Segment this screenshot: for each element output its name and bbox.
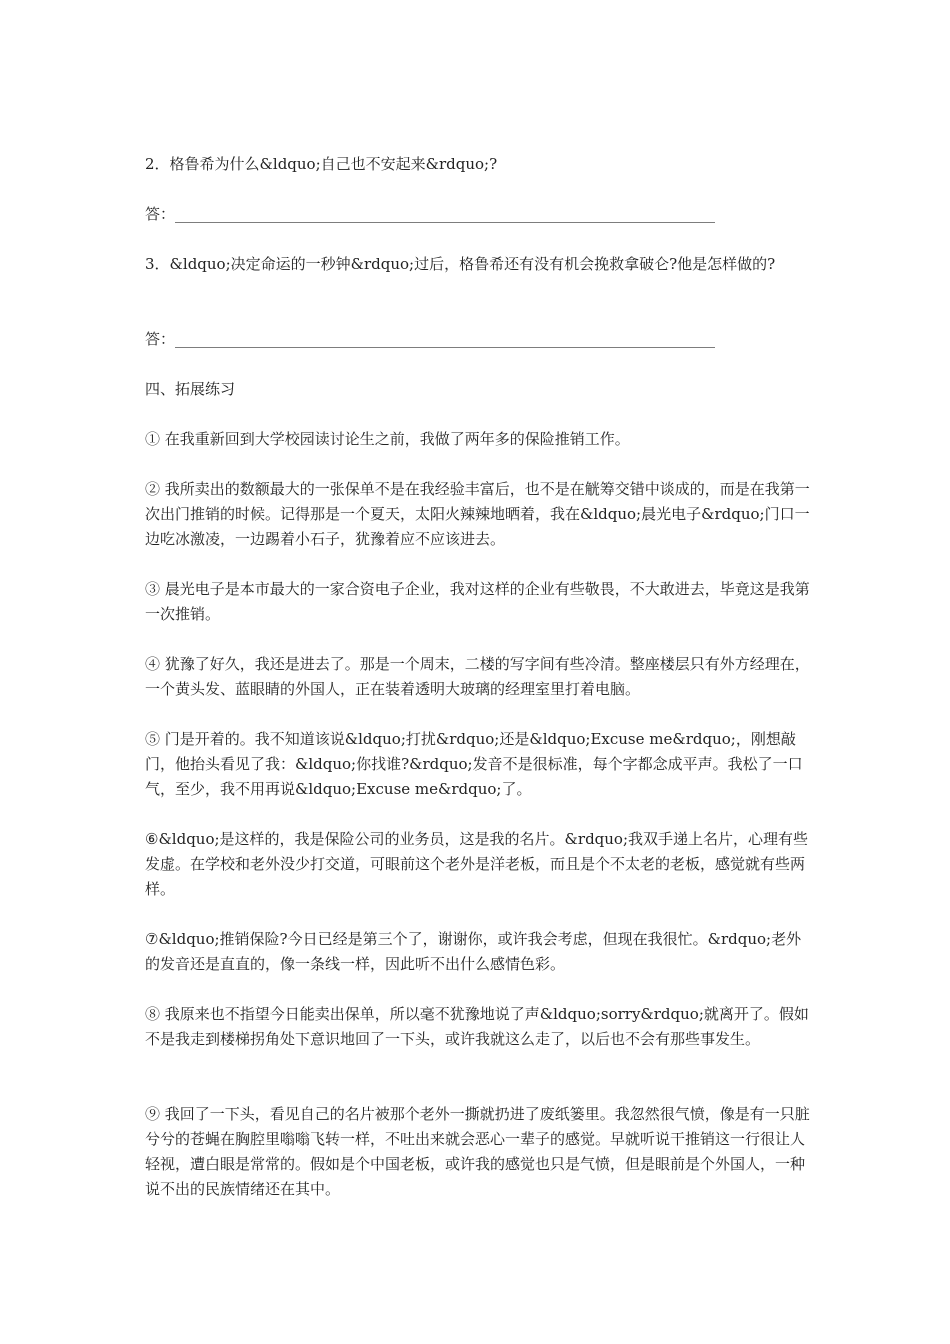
paragraph-2: ② 我所卖出的数额最大的一张保单不是在我经验丰富后，也不是在觥筹交错中谈成的，而是在我第一次出门推销的时候。记得那是一个夏天，太阳火辣辣地晒着，我在&ldquo;晨光电子&rdquo;门口一边吃冰激凌，一边踢着小石子，犹豫着应不应该进去。 — [145, 480, 810, 548]
section-heading: 四、拓展练习 — [145, 380, 236, 398]
answer-line-3: 答：________________________________________________________________________ — [145, 330, 716, 348]
paragraph-8: ⑧ 我原来也不指望今日能卖出保单，所以毫不犹豫地说了声&ldquo;sorry&rdquo;就离开了。假如不是我走到楼梯拐角处下意识地回了一下头，或许我就这么走了，以后也不会有那些事发生。 — [145, 1005, 809, 1048]
paragraph-4: ④ 犹豫了好久，我还是进去了。那是一个周末，二楼的写字间有些冷清。整座楼层只有外方经理在，一个黄头发、蓝眼睛的外国人，正在装着透明大玻璃的经理室里打着电脑。 — [145, 655, 810, 698]
paragraph-3: ③ 晨光电子是本市最大的一家合资电子企业，我对这样的企业有些敬畏，不大敢进去，毕竟这是我第一次推销。 — [145, 580, 810, 623]
question-3: 3．&ldquo;决定命运的一秒钟&rdquo;过后，格鲁希还有没有机会挽救拿破仑?他是怎样做的? — [145, 255, 776, 273]
paragraph-1: ① 在我重新回到大学校园读讨论生之前，我做了两年多的保险推销工作。 — [145, 430, 630, 448]
paragraph-6: ⑥&ldquo;是这样的，我是保险公司的业务员，这是我的名片。&rdquo;我双手递上名片，心理有些发虚。在学校和老外没少打交道，可眼前这个老外是洋老板，而且是个不太老的老板，感觉就有些两样。 — [145, 830, 809, 898]
paragraph-7: ⑦&ldquo;推销保险?今日已经是第三个了，谢谢你，或许我会考虑，但现在我很忙。&rdquo;老外的发音还是直直的，像一条线一样，因此听不出什么感情色彩。 — [145, 930, 802, 973]
paragraph-9: ⑨ 我回了一下头，看见自己的名片被那个老外一撕就扔进了废纸篓里。我忽然很气愤，像是有一只脏兮兮的苍蝇在胸腔里嗡嗡飞转一样，不吐出来就会恶心一辈子的感觉。早就听说干推销这一行很让人轻视，遭白眼是常常的。假如是个中国老板，或许我的感觉也只是气愤，但是眼前是个外国人，一种说不出的民族情绪还在其中。 — [145, 1105, 810, 1198]
question-2: 2．格鲁希为什么&ldquo;自己也不安起来&rdquo;? — [145, 155, 498, 173]
paragraph-5: ⑤ 门是开着的。我不知道该说&ldquo;打扰&rdquo;还是&ldquo;Excuse me&rdquo;，刚想敲门，他抬头看见了我：&ldquo;你找谁?&rdquo;发音不是很标准，每个字都念成平声。我松了一口气，至少，我不用再说&ldquo;Excuse me&rdquo;了。 — [145, 730, 803, 798]
answer-line-2: 答：________________________________________________________________________ — [145, 205, 716, 223]
